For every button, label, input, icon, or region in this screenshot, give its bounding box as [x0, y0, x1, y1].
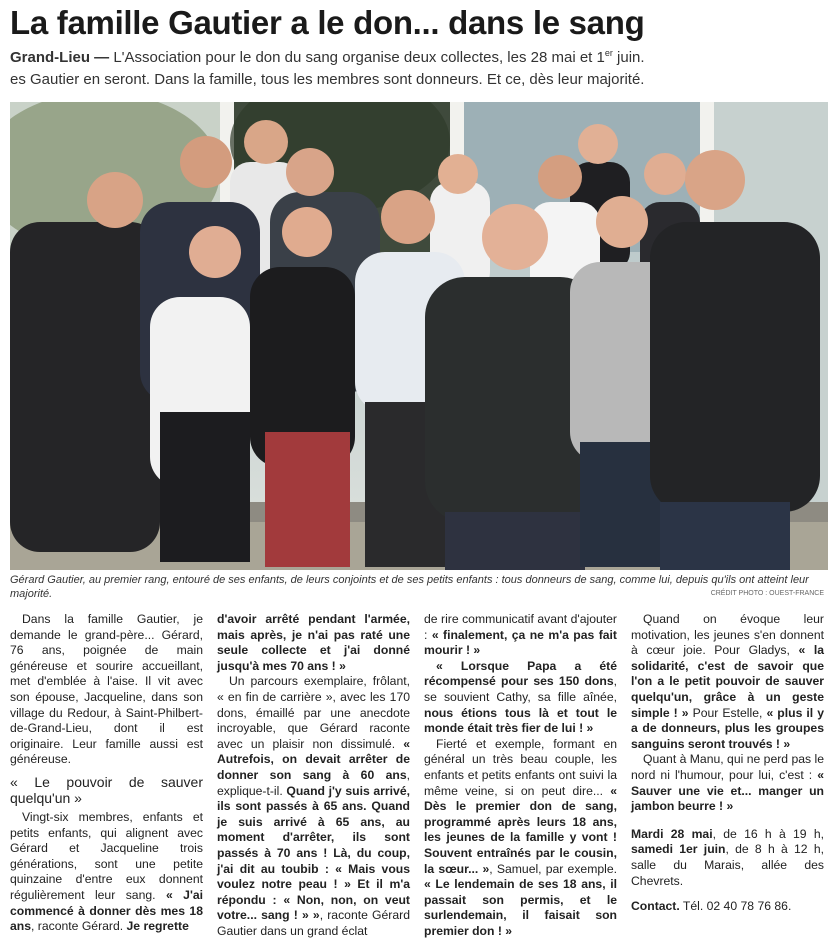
contact-info: [631, 899, 824, 915]
event-info: [631, 827, 824, 889]
col2-p2e: , raconte Gérard Gautier dans un grand éclat: [217, 908, 410, 938]
event-date-2: samedi 1er juin: [631, 842, 726, 857]
col4-p1b: « la solidarité, c'est de savoir que l'on a le petit pouvoir de sauver quelqu'un, grâce à un geste simple ! »: [631, 643, 824, 720]
col4-p2b: « Sauver une vie et... manger un jambon beurre ! »: [631, 767, 824, 814]
photo-credit: CRÉDIT PHOTO : OUEST-FRANCE: [710, 590, 824, 597]
col3-p2a: « Lorsque Papa a été récompensé pour ses 150 dons: [424, 658, 617, 689]
col3-paragraph-3: [424, 737, 617, 939]
col3-p3a: Fierté et exemple, formant en général un très beau couple, les enfants et petits enfants ont suivi la même veine, si on peut dire...: [424, 736, 617, 798]
event-time-2: , de 8 h à 12 h, salle du Marais, allée des Chevrets.: [631, 842, 824, 888]
col4-paragraph-1: [631, 612, 824, 752]
col3-p1a: de rire communicatif avant d'ajouter :: [424, 612, 617, 642]
col3-p3b: « Dès le premier don de sang, programmé après leurs 18 ans, les jeunes de la famille y vont ! Souvent entraînés par le cousin, la sœur... »: [424, 783, 617, 876]
col2-p2a: Un parcours exemplaire, frôlant, « en fin de carrière », avec les 170 dons, émaillé par une anecdote incroyable, que Gérard raconte avec un plaisir non dissimulé.: [217, 674, 410, 751]
col1-p2a: Vingt-six membres, enfants et petits enfants, qui alignent avec Gérard et Jacqueline trois générations, sont une petite quinzaine d'entre eux donnent régulièrement leur sang.: [10, 809, 203, 902]
headline: La famille Gautier a le don... dans le sang: [10, 4, 645, 41]
col3-p3c: , Samuel, par exemple.: [489, 861, 618, 876]
lead-place: Grand-Lieu —: [10, 49, 110, 66]
col3-p1b: « finalement, ça ne m'a pas fait mourir ! »: [424, 627, 617, 658]
contact-label: Contact.: [631, 899, 680, 914]
column-1: [10, 612, 203, 935]
col4-p1d: « plus il y a de donneurs, plus les groupes sanguins seront trouvés ! »: [631, 705, 825, 751]
col3-p2c: nous étions tous là et tout le monde était très fier de lui ! »: [424, 705, 617, 736]
col3-paragraph-2: [424, 659, 617, 737]
family-photo: [10, 102, 828, 570]
col3-p2b: , se souvient Cathy, sa fille aînée,: [424, 674, 617, 704]
col1-p2c: , raconte Gérard.: [31, 919, 127, 934]
col3-p3d: « Le lendemain de ses 18 ans, il passait son permis, et le surlendemain, il faisait son premier don ! »: [424, 877, 617, 938]
col2-paragraph-2: [217, 674, 410, 939]
column-4: [631, 612, 824, 915]
family-photo-illustration: [10, 102, 828, 570]
lead-text-1b: juin.: [612, 49, 645, 66]
col2-p2c: , explique-t-il.: [217, 767, 410, 798]
col4-p2a: Quant à Manu, qui ne perd pas le nord ni l'humour, pour lui, c'est :: [631, 752, 824, 782]
event-date-1: Mardi 28 mai: [631, 826, 713, 841]
col4-paragraph-2: [631, 752, 824, 814]
subhead: « Le pouvoir de sauver quelqu'un »: [10, 773, 203, 806]
event-time-1: , de 16 h à 19 h,: [712, 826, 824, 841]
lead-sup: er: [604, 48, 613, 58]
col1-paragraph-2: [10, 810, 203, 935]
col1-p2d: Je regrette: [126, 919, 189, 934]
column-2: [217, 612, 410, 939]
col1-paragraph-1: Dans la famille Gautier, je demande le grand-père... Gérard, 76 ans, poignée de main généreuse et sourire accueillant, met d'emblée à l'aise. Il vit avec son épouse, Jacqueline, dans son village du Redour, à Saint-Philbert-de-Grand-Lieu, dont il est originaire. Leur famille aussi est généreuse.: [10, 612, 203, 767]
col4-p1c: Pour Estelle,: [688, 705, 767, 720]
photo-caption: Gérard Gautier, au premier rang, entouré de ses enfants, de leurs conjoints et de ses petits enfants : tous donneurs de sang, comme lui, depuis qu'ils ont atteint leur majorité.: [10, 574, 809, 600]
contact-phone: Tél. 02 40 78 76 86.: [679, 899, 792, 914]
lead-paragraph: [10, 47, 826, 91]
col4-p1a: Quand on évoque leur motivation, les jeunes s'en donnent à cœur joie. Pour Gladys,: [631, 612, 824, 658]
col2-p1: d'avoir arrêté pendant l'armée, mais après, je n'ai pas raté une seule collecte et j'ai donné jusqu'à mes 70 ans ! »: [217, 612, 410, 673]
col2-p2d: Quand j'y suis arrivé, ils sont passés à 65 ans. Quand je suis arrivé à 65 ans, au moment d'arrêter, ils sont passés à 70 ans ! Là, du coup, j'ai dit au toubib : « Mais vous voulez notre peau ! » Et il m'a répondu : « Non, non, on veut votre... sang ! » »: [217, 783, 410, 923]
lead-text-2: es Gautier en seront. Dans la famille, tous les membres sont donneurs. Et ce, dès leur majorité.: [10, 71, 645, 88]
lead-text-1a: L'Association pour le don du sang organise deux collectes, les 28 mai et 1: [109, 49, 605, 66]
col1-p2b: « J'ai commencé à donner dès mes 18 ans: [10, 887, 204, 934]
col3-paragraph-1: [424, 612, 617, 659]
col2-paragraph-1: [217, 612, 410, 674]
column-3: [424, 612, 617, 939]
col2-p2b: « Autrefois, on devait arrêter de donner son sang à 60 ans: [217, 736, 410, 782]
front-row-people: [10, 136, 820, 570]
